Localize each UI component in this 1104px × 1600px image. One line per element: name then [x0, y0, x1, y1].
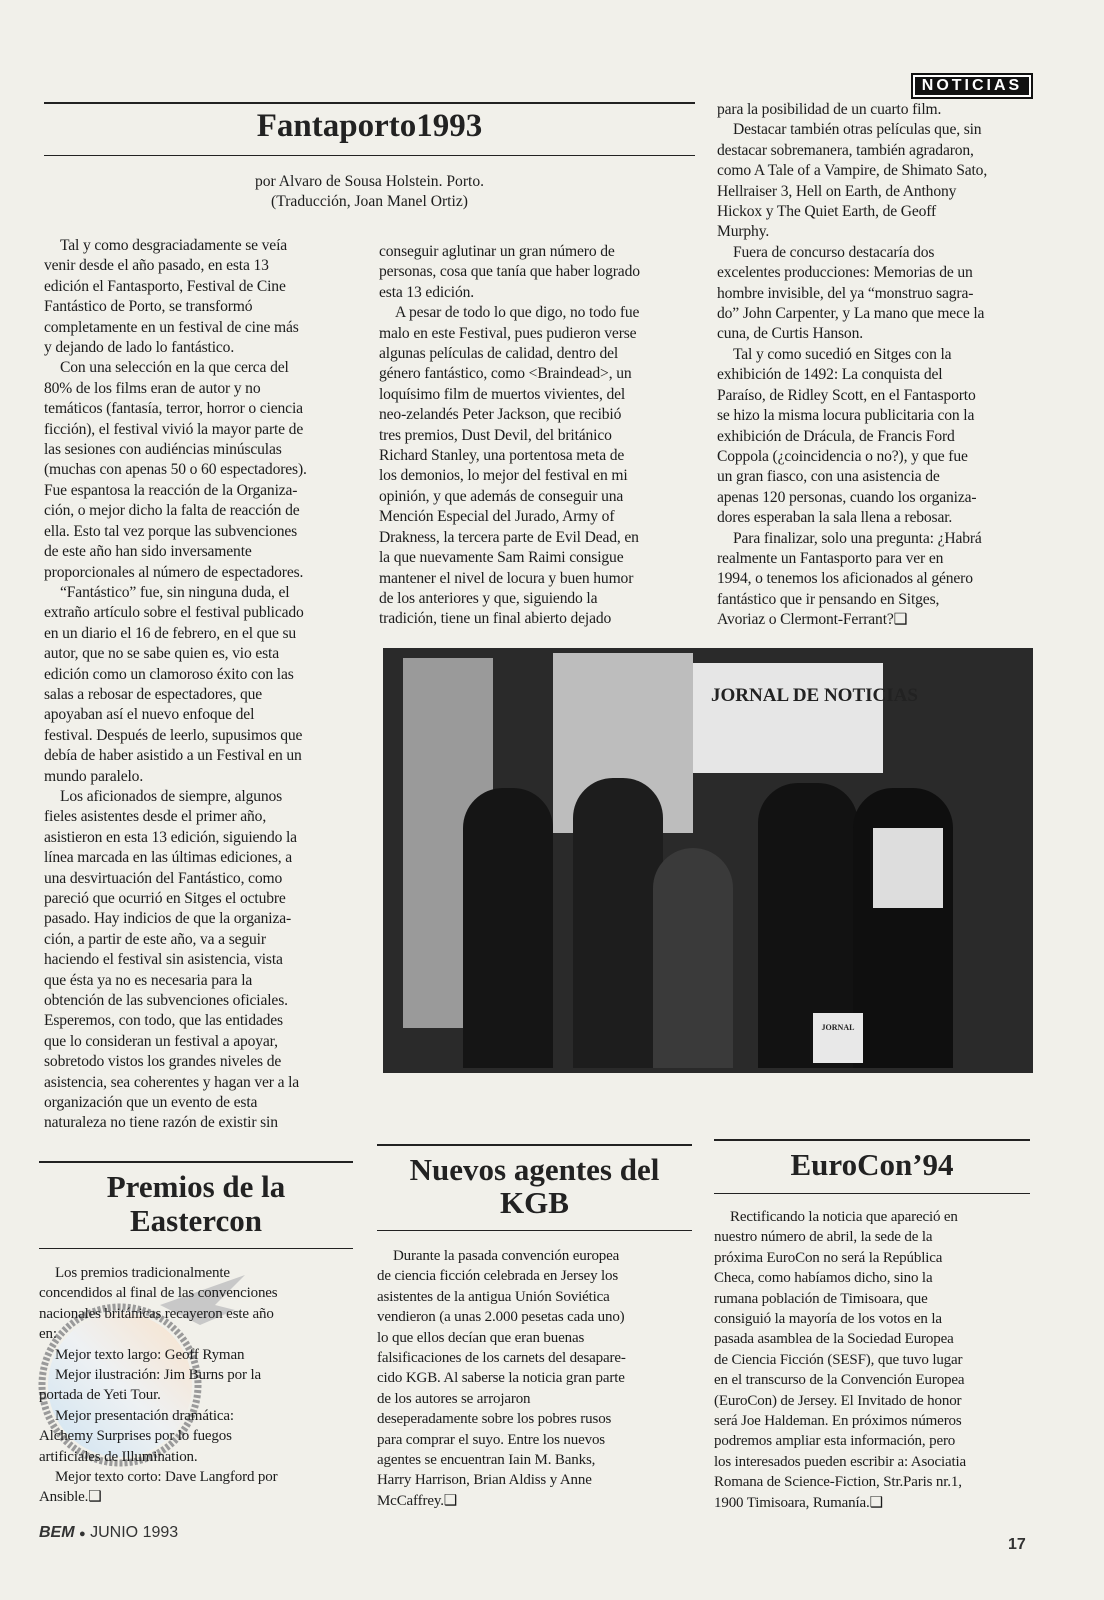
section-badge: NOTICIAS — [911, 73, 1033, 99]
divider — [44, 102, 695, 104]
eurocon-text — [714, 1207, 1044, 1513]
bullet: ● — [79, 1528, 86, 1540]
paragraph: conseguir aglutinar un gran número de personas, cosa que tanía que haber logrado esta 13 edición. — [379, 243, 640, 301]
magazine-name: BEM — [39, 1524, 75, 1541]
paragraph: Rectificando la noticia que apareció en nuestro número de abril, la sede de la próxima EuroCon no será la República Checa, como habíamos dicho, sino la rumana población de Timisoara, que consiguió la mayoría de los votos en la pasada asamblea de la Sociedad Europea de Ciencia Ficción (SESF), que tuvo lugar en el transcurso de la Convención Europea (EuroCon) de Jersey. El Invitado de honor será Joe Haldeman. En próximos números podremos ampliar esta información, pero los interesados pueden escribir a: Asociatia Romana de Science-Fiction, Str.Paris nr.1, 1900 Timisoara, Rumanía.❑ — [714, 1209, 967, 1511]
paragraph: Con una selección en la que cerca del 80% de los films eran de autor y no temáticos (fantasía, terror, horror o ciencia ficción), el festival vivió la mayor parte de las sesiones con audiéncias minúsculas (muchas con apenas 50 o 60 espectadores). Fue espantosa la reacción de la Organiza- ción, o mejor dicho la falta de reacción de ella. Esto tal vez porque las subvenciones de este año han sido inversamente proporcionales al número de espectadores. — [44, 359, 307, 581]
paragraph: Mejor texto corto: Dave Langford por Ansible.❑ — [39, 1469, 278, 1506]
article-column-3 — [717, 100, 1042, 631]
premios-text — [39, 1263, 359, 1508]
sign-text: JORNAL DE NOTICIAS — [711, 685, 918, 706]
person — [463, 788, 553, 1068]
paragraph: Para finalizar, solo una pregunta: ¿Habrá realmente un Fantasporto para ver en 1994, o tenemos los aficionados al género fantástico que ir pensando en Sitges, Avoriaz o Clermont-Ferrant?❑ — [717, 529, 982, 629]
divider — [714, 1193, 1030, 1194]
sign-board — [693, 663, 918, 773]
paragraph: Mejor texto largo: Geoff Ryman — [55, 1346, 245, 1363]
page-number: 17 — [1008, 1536, 1026, 1553]
footer-issue — [39, 1524, 178, 1542]
white-shirt — [873, 828, 943, 908]
article-column-2 — [379, 242, 704, 630]
paragraph: Destacar también otras películas que, sin destacar sobremanera, también agradaron, como A Tale of a Vampire, de Shimato Sato, Hellraiser 3, Hell on Earth, de Anthony Hickox y The Quiet Earth, de Geoff Murphy. — [717, 121, 988, 241]
person — [653, 848, 733, 1068]
paragraph: A pesar de todo lo que digo, no todo fue malo en este Festival, pues pudieron verse algunas películas de calidad, dentro del género fantástico, como <Braindead>, un loquísimo film de muertos vivientes, del neo-zelandés Peter Jackson, que recibió tres premios, Dust Devil, del británico Richard Stanley, una portentosa meta de los demonios, lo mejor del festival en mi opinión, y que además de conseguir una Mención Especial del Jurado, Army of Drakness, la tercera parte de Evil Dead, en la que nuevamente Sam Raimi consigue mantener el nivel de locura y buen humor de los anteriores y que, siguiendo la tradición, tiene un final abierto dejado — [379, 304, 640, 628]
paragraph: para la posibilidad de un cuarto film. — [717, 101, 942, 118]
person — [573, 778, 663, 1068]
article-column-1 — [44, 236, 369, 1134]
divider — [39, 1161, 353, 1163]
kgb-title: Nuevos agentes del KGB — [409, 1152, 660, 1220]
paragraph: Fuera de concurso destacaría dos excelentes producciones: Memorias de un hombre invisible, del ya “monstruo sagra- do” John Carpenter, y La mano que mece la cuna, de Curtis Hanson. — [717, 243, 985, 343]
issue-date: JUNIO 1993 — [90, 1524, 179, 1541]
divider — [44, 155, 695, 156]
article-title: Fantaporto1993 — [256, 108, 483, 144]
paragraph: Mejor ilustración: Jim Burns por la portada de Yeti Tour. — [39, 1367, 261, 1404]
paragraph: Los premios tradicionalmente concendidos al final de las convenciones nacionales británicas recayeron este año en: — [39, 1265, 278, 1343]
newspaper-box: JORNAL — [813, 1013, 863, 1063]
paragraph: Tal y como sucedió en Sitges con la exhibición de 1492: La conquista del Paraíso, de Ridley Scott, en el Fantasporto se hizo la misma locura publicitaria con la exhibición de Drácula, de Francis Ford Coppola (¿coincidencia o no?), y que fue un gran fiasco, con una asistencia de apenas 120 personas, cuando los organiza- dores esperaban la sala llena a rebosar. — [717, 345, 977, 527]
divider — [377, 1230, 692, 1231]
byline: por Alvaro de Sousa Holstein. Porto. (Traducción, Joan Manel Ortiz) — [254, 173, 485, 211]
kgb-text — [377, 1246, 707, 1511]
group-photo — [383, 648, 1033, 1073]
divider — [39, 1248, 353, 1249]
paragraph: Mejor presentación dramática: Alchemy Surprises por lo fuegos artificiales de Illumination. — [39, 1407, 234, 1465]
paragraph: Tal y como desgraciadamente se veía venir desde el año pasado, en esta 13 edición el Fantasporto, Festival de Cine Fantástico de Porto, se transformó completamente en un festival de cine más y dejando de lado lo fantástico. — [44, 237, 299, 357]
eurocon-title: EuroCon’94 — [790, 1147, 954, 1182]
divider — [377, 1144, 692, 1146]
paragraph: Durante la pasada convención europea de ciencia ficción celebrada en Jersey los asistentes de la antigua Unión Soviética vendieron (a unas 2.000 pesetas cada uno) lo que ellos decían que eran buenas falsificaciones de los carnets del desapare- cido KGB. Al saberse la noticia gran parte de los autores se arrojaron deseperadamente sobre los pobres rusos para comprar el suyo. Entre los nuevos agentes se encuentran Iain M. Banks, Harry Harrison, Brian Aldiss y Anne McCaffrey.❑ — [377, 1248, 626, 1509]
paragraph: Los aficionados de siempre, algunos fieles asistentes desde el primer año, asistieron en esta 13 edición, siguiendo la línea marcada en las últimas ediciones, a una desvirtuación del Fantástico, como pareció que ocurrió en Sitges el octubre pasado. Hay indicios de que la organiza- ción, a partir de este año, va a seguir haciendo el festival sin asistencia, vista que ésta ya no es necesaria para la obtención de las subvenciones oficiales. Esperemos, con todo, que las entidades que lo consideran un festival a apoyar, sobretodo vistos los grandes niveles de asistencia, sea coherentes y hagan ver a la organización que un evento de esta naturaleza no tiene razón de existir sin — [44, 787, 300, 1132]
premios-title: Premios de la Eastercon — [106, 1169, 286, 1238]
paragraph: “Fantástico” fue, sin ninguna duda, el extraño artículo sobre el festival publicado en un diario el 16 de febrero, en el que su autor, que no se sabe quien es, vio esta edición como un clamoroso éxito con las salas a rebosar de espectadores, que apoyaban así el nuevo enfoque del festival. Después de leerlo, supusimos que debía de haber asistido a un Festival en un mundo paralelo. — [44, 583, 304, 785]
divider — [714, 1139, 1030, 1141]
